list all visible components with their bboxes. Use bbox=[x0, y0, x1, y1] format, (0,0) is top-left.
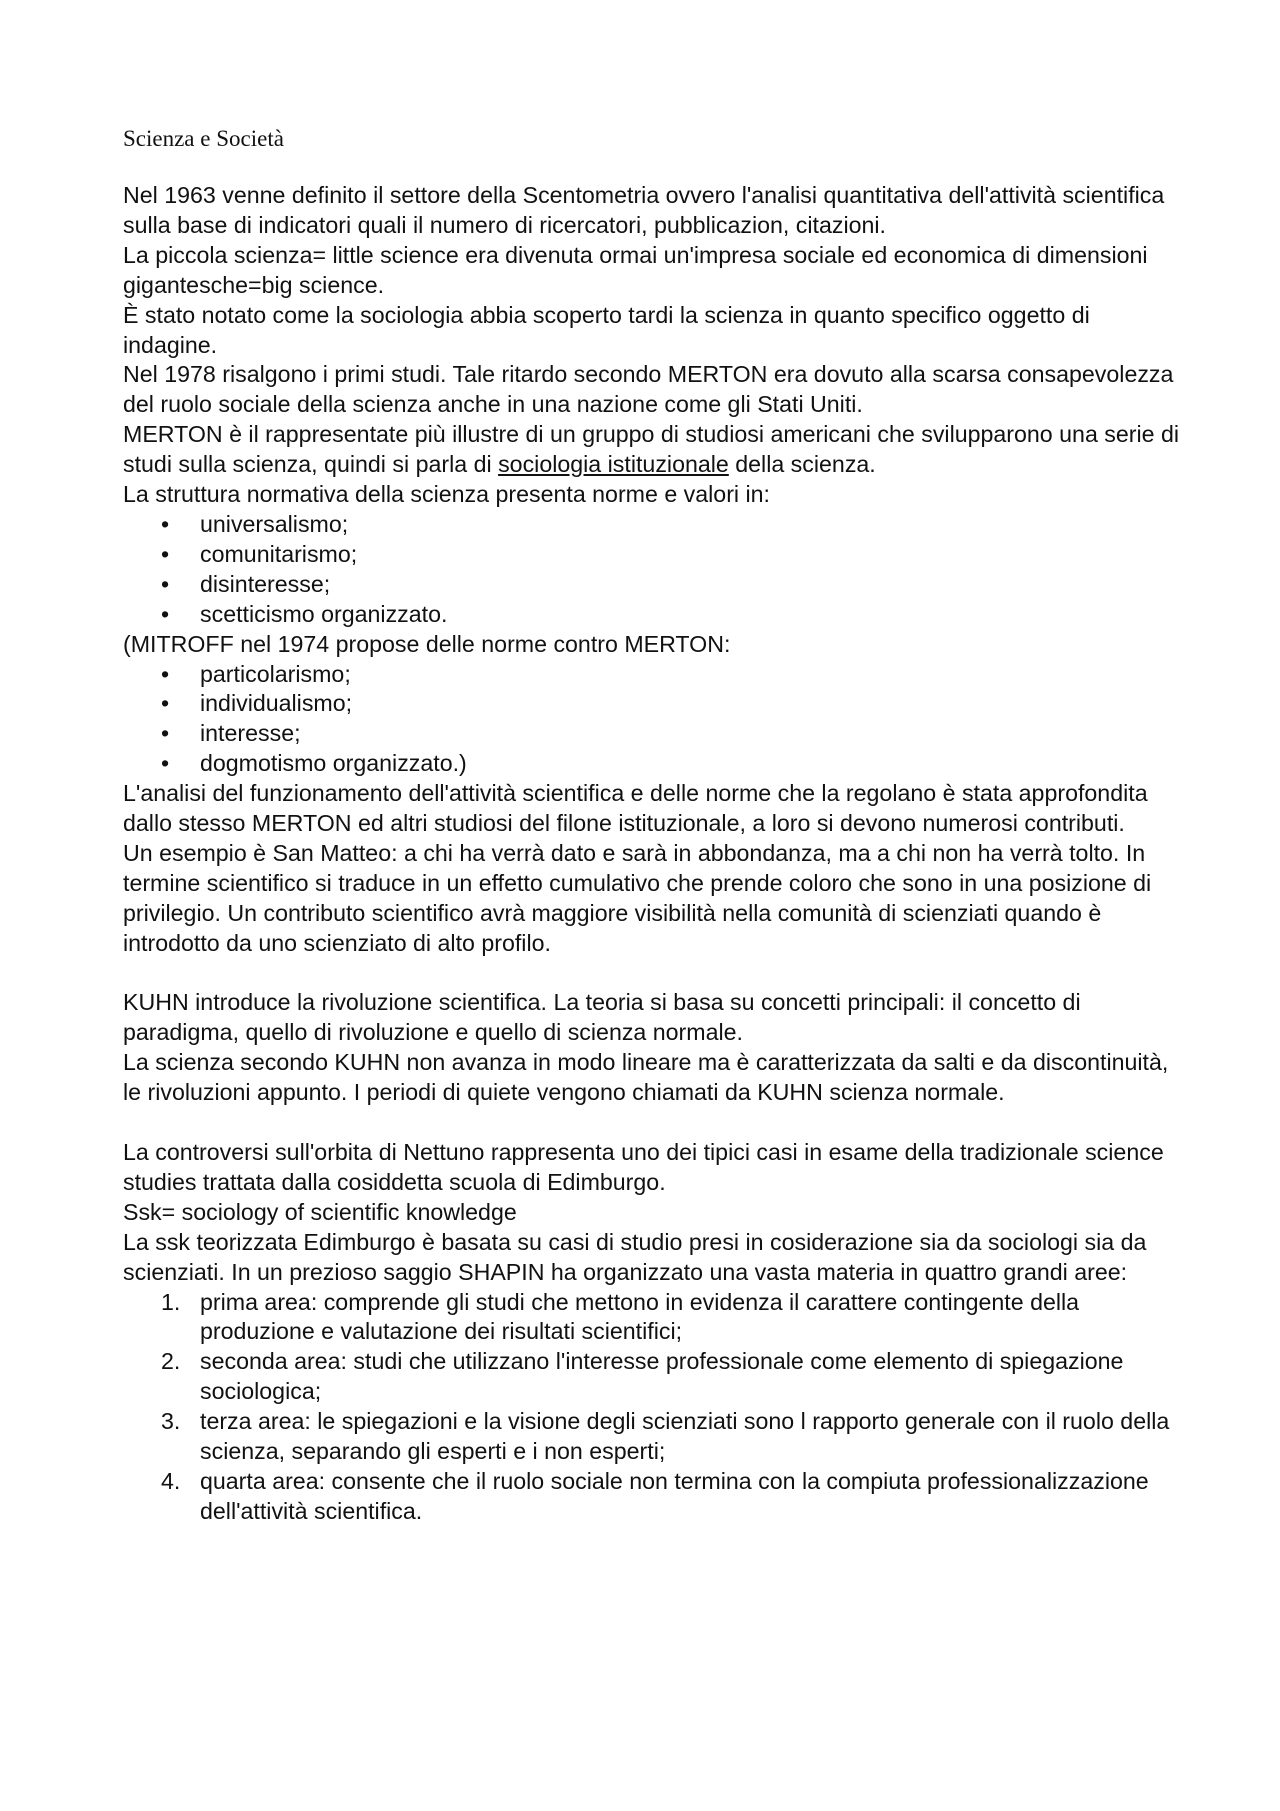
list-number: 4. bbox=[161, 1467, 181, 1494]
list-item: • particolarismo; bbox=[123, 660, 1183, 690]
paragraph-normative-structure: La struttura normativa della scienza presenta norme e valori in: bbox=[123, 481, 770, 508]
list-item: • dogmotismo organizzato.) bbox=[123, 749, 1183, 779]
list-item: 3. terza area: le spiegazioni e la visione degli scienziati sono l rapporto generale con il ruolo della scienza, separando gli esperti e i non esperti; bbox=[161, 1408, 1170, 1465]
paragraph-big-science: La piccola scienza= little science era divenuta ormai un'impresa sociale ed economica di dimensioni gigantesche=big science. bbox=[123, 241, 1148, 298]
bullet-icon: • bbox=[161, 510, 170, 537]
shapin-areas-list bbox=[123, 1288, 1183, 1527]
paragraph-ssk-edinburgh: La ssk teorizzata Edimburgo è basata su casi di studio presi in cosiderazione sia da sociologi sia da scienziati. In un prezioso saggio SHAPIN ha organizzato una vasta materia in quattro grandi aree: bbox=[123, 1228, 1147, 1285]
bullet-icon: • bbox=[161, 660, 170, 687]
paragraph-matthew-effect: Un esempio è San Matteo: a chi ha verrà dato e sarà in abbondanza, ma a chi non ha verrà tolto. In termine scientifico si traduce in un effetto cumulativo che prende coloro che sono in una posizione di privilegio. Un contributo scientifico avrà maggiore visibilità nella comunità di scienziati quando è introdotto da uno scienziato di alto profilo. bbox=[123, 839, 1152, 956]
paragraph-gap bbox=[123, 959, 1183, 989]
list-item: • scetticismo organizzato. bbox=[123, 600, 1183, 630]
paragraph-mitroff: (MITROFF nel 1974 propose delle norme contro MERTON: bbox=[123, 630, 731, 657]
paragraph-neptune-controversy: La controversi sull'orbita di Nettuno rappresenta uno dei tipici casi in esame della tradizionale science studies trattata dalla cosiddetta scuola di Edimburgo. bbox=[123, 1138, 1164, 1195]
bullet-icon: • bbox=[161, 720, 170, 747]
paragraph-ssk-definition: Ssk= sociology of scientific knowledge bbox=[123, 1198, 517, 1225]
bullet-icon: • bbox=[161, 750, 170, 777]
list-item: • universalismo; bbox=[123, 510, 1183, 540]
merton-norms-list bbox=[123, 510, 1183, 630]
paragraph-first-studies: Nel 1978 risalgono i primi studi. Tale ritardo secondo MERTON era dovuto alla scarsa consapevolezza del ruolo sociale della scienza anche in una nazione come gli Stati Uniti. bbox=[123, 361, 1174, 418]
document-body bbox=[123, 181, 1183, 1527]
paragraph-merton bbox=[123, 420, 1183, 480]
paragraph-sociology-late: È stato notato come la sociologia abbia scoperto tardi la scienza in quanto specifico oggetto di indagine. bbox=[123, 301, 1090, 358]
paragraph-kuhn-revolution: KUHN introduce la rivoluzione scientifica. La teoria si basa su concetti principali: il concetto di paradigma, quello di rivoluzione e quello di scienza normale. bbox=[123, 989, 1081, 1046]
bullet-icon: • bbox=[161, 600, 170, 627]
paragraph-kuhn-normal-science: La scienza secondo KUHN non avanza in modo lineare ma è caratterizzata da salti e da discontinuità, le rivoluzioni appunto. I periodi di quiete vengono chiamati da KUHN scienza normale. bbox=[123, 1049, 1169, 1106]
bullet-icon: • bbox=[161, 690, 170, 717]
bullet-icon: • bbox=[161, 540, 170, 567]
bullet-icon: • bbox=[161, 570, 170, 597]
mitroff-norms-list bbox=[123, 660, 1183, 780]
list-number: 3. bbox=[161, 1408, 181, 1435]
paragraph-gap bbox=[123, 1108, 1183, 1138]
list-item: • disinteresse; bbox=[123, 570, 1183, 600]
list-item: • interesse; bbox=[123, 719, 1183, 749]
underlined-term-sociologia-istituzionale: sociologia istituzionale bbox=[498, 451, 729, 478]
paragraph-merton-text-after: della scienza. bbox=[728, 451, 876, 478]
list-item: • individualismo; bbox=[123, 689, 1183, 719]
list-item: 4. quarta area: consente che il ruolo sociale non termina con la compiuta professionalizzazione dell'attività scientifica. bbox=[161, 1467, 1149, 1524]
list-number: 2. bbox=[161, 1348, 181, 1375]
paragraph-scientometrics: Nel 1963 venne definito il settore della Scentometria ovvero l'analisi quantitativa dell'attività scientifica sulla base di indicatori quali il numero di ricercatori, pubblicazion, citazioni. bbox=[123, 182, 1165, 238]
document-title: Scienza e Società bbox=[123, 126, 284, 151]
list-item: 1. prima area: comprende gli studi che mettono in evidenza il carattere contingente della produzione e valutazione dei risultati scientifici; bbox=[161, 1288, 1080, 1345]
list-number: 1. bbox=[161, 1288, 181, 1315]
list-item: • comunitarismo; bbox=[123, 540, 1183, 570]
list-item: 2. seconda area: studi che utilizzano l'interesse professionale come elemento di spiegazione sociologica; bbox=[161, 1348, 1124, 1405]
paragraph-merton-text-before: MERTON è il rappresentate più illustre di un gruppo di studiosi americani che svilupparono una serie di studi sulla scienza, quindi si parla di bbox=[123, 421, 1180, 478]
paragraph-analysis: L'analisi del funzionamento dell'attività scientifica e delle norme che la regolano è stata approfondita dallo stesso MERTON ed altri studiosi del filone istituzionale, a loro si devono numerosi contributi. bbox=[123, 780, 1148, 837]
